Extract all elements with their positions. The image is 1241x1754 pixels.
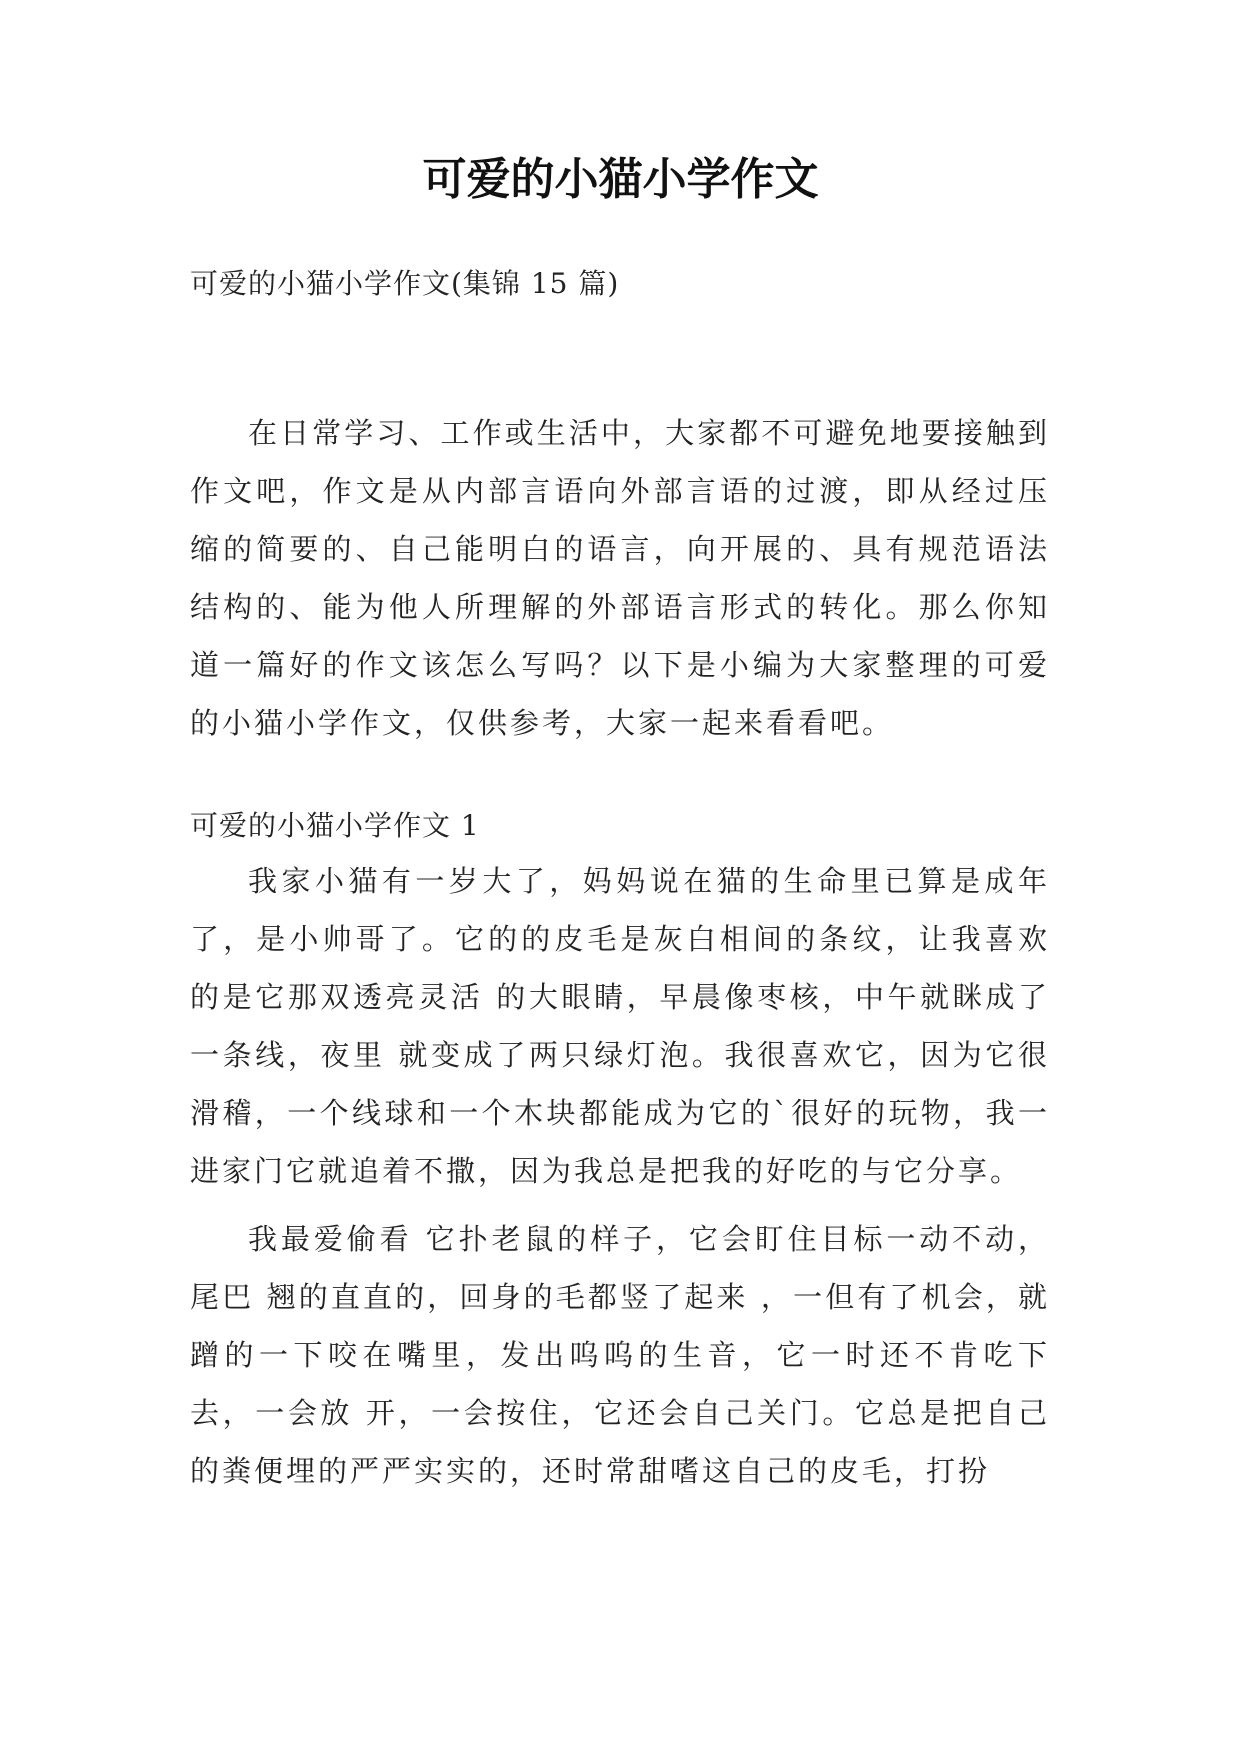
section-heading: 可爱的小猫小学作文 1 [190,809,480,842]
essay-paragraph-1: 我家小猫有一岁大了，妈妈说在猫的生命里已算是成年了，是小帅哥了。它的的皮毛是灰白相间的条纹，让我喜欢的是它那双透亮灵活 的大眼睛，早晨像枣核，中午就眯成了一条线，夜里 就变成了两只绿灯泡。我很喜欢它，因为它很滑稽，一个线球和一个木块都能成为它的`很好的玩物，我一进家门它就追着不撒，因为我总是把我的好吃的与它分享。 [190,864,1050,1188]
essay-paragraph-2: 我最爱偷看 它扑老鼠的样子，它会盯住目标一动不动，尾巴 翘的直直的，回身的毛都竖了起来 ，一但有了机会，就蹭的一下咬在嘴里，发出呜呜的生音，它一时还不肯吃下去，一会放 开，一会按住，它还会自己关门。它总是把自己的粪便埋的严严实实的，还时常甜嗜这自己的皮毛，打扮 [190,1222,1050,1488]
intro-paragraph: 在日常学习、工作或生活中，大家都不可避免地要接触到作文吧，作文是从内部言语向外部言语的过渡，即从经过压缩的简要的、自己能明白的语言，向开展的、具有规范语法结构的、能为他人所理解的外部语言形式的转化。那么你知道一篇好的作文该怎么写吗？以下是小编为大家整理的可爱的小猫小学作文，仅供参考，大家一起来看看吧。 [190,416,1050,740]
essay-body [190,852,1050,1510]
document-subtitle: 可爱的小猫小学作文(集锦 15 篇) [190,267,620,300]
document-title: 可爱的小猫小学作文 [422,154,819,205]
